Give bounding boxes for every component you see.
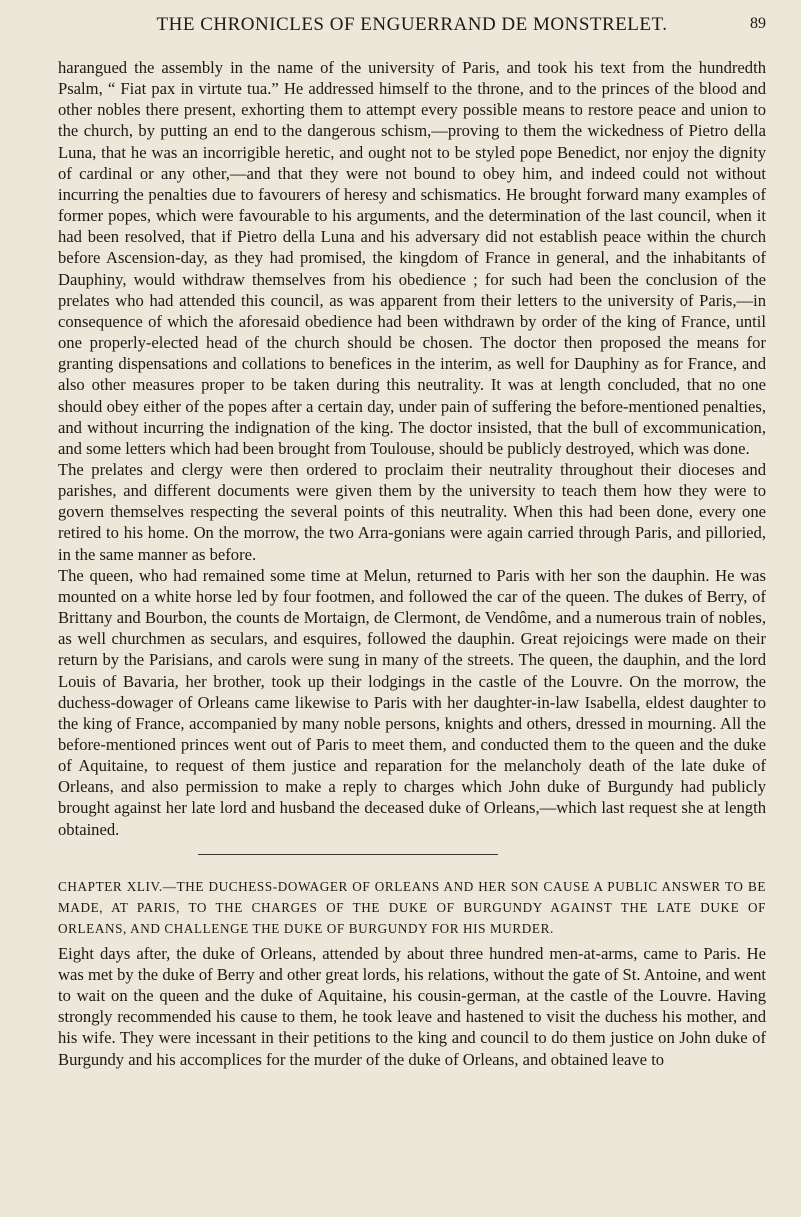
paragraph: The queen, who had remained some time at Melun, returned to Paris with her son the dauphin. He was mounted on a white horse led by four footmen, and followed the car of the queen. The dukes of Berry, of Brittany and Bourbon, the counts de Mortaign, de Clermont, de Vendôme, and a numerous train of nobles, as well churchmen as seculars, and esquires, followed the dauphin. Great rejoicings were made on their return by the Parisians, and carols were sung in many of the streets. The queen, the dauphin, and the lord Louis of Bavaria, her brother, took up their lodgings in the castle of the Louvre. On the morrow, the duchess-dowager of Orleans came likewise to Paris with her daughter-in-law Isabella, eldest daughter to the king of France, accompanied by many noble persons, knights and others, dressed in mourning. All the before-mentioned princes went out of Paris to meet them, and conducted them to the queen and the duke of Aquitaine, to request of them justice and reparation for the melancholy death of the late duke of Orleans, and also permission to make a reply to charges which John duke of Burgundy had publicly brought against her late lord and husband the deceased duke of Orleans,—which last request she at length obtained. [58,565,766,839]
page-number: 89 [750,15,766,32]
paragraph: Eight days after, the duke of Orleans, attended by about three hundred men-at-arms, came to Paris. He was met by the duke of Berry and other great lords, his relations, without the gate of St. Antoine, and went to wait on the queen and the duke of Aquitaine, his cousin-german, at the castle of the Louvre. Having strongly recommended his cause to them, he took leave and hastened to visit the duchess his mother, and his wife. They were incessant in their petitions to the king and council to do them justice on John duke of Burgundy and his accomplices for the murder of the duke of Orleans, and obtained leave to [58,943,766,1069]
book-page [58,14,766,1204]
paragraph: The prelates and clergy were then ordered to proclaim their neutrality throughout their dioceses and parishes, and different documents were given them by the university to teach them how they were to govern themselves respecting the several points of this neutrality. When this had been done, every one retired to his home. On the morrow, the two Arra-gonians were again carried through Paris, and pilloried, in the same manner as before. [58,459,766,564]
chapter-heading: CHAPTER XLIV.—THE DUCHESS-DOWAGER OF ORLEANS AND HER SON CAUSE A PUBLIC ANSWER TO BE MADE, AT PARIS, TO THE CHARGES OF THE DUKE OF BURGUNDY AGAINST THE LATE DUKE OF ORLEANS, AND CHALLENGE THE DUKE OF BURGUNDY FOR HIS MURDER. [58,878,766,936]
section-divider [58,844,766,866]
running-title: THE CHRONICLES OF ENGUERRAND DE MONSTRELET. [156,14,668,35]
running-head [58,14,766,44]
paragraph: harangued the assembly in the name of the university of Paris, and took his text from the hundredth Psalm, “ Fiat pax in virtute tua.” He addressed himself to the throne, and to the princes of the blood and other nobles there present, exhorting them to attempt every possible means to restore peace and union to the church, by putting an end to the dangerous schism,—proving to them the wickedness of Pietro della Luna, that he was an incorrigible heretic, and ought not to be styled pope Benedict, nor enjoy the dignity of cardinal or any other,—and that they were not bound to obey him, and indeed could not without incurring the penalties due to favourers of heresy and schismatics. He brought forward many examples of former popes, which were favourable to his arguments, and the determination of the last council, when it had been resolved, that if Pietro della Luna and his adversary did not establish peace within the church before Ascension-day, as they had promised, the kingdom of France in general, and the inhabitants of Dauphiny, would withdraw themselves from his obedience ; for such had been the conclusion of the prelates who had attended this council, as was apparent from their letters to the university of Paris,—in consequence of which the aforesaid obedience had been withdrawn by order of the king of France, until one properly-elected head of the church should be chosen. The doctor then proposed the means for granting dispensations and collations to benefices in the interim, as well for Dauphiny as for France, and also other measures proper to be taken during this neutrality. It was at length concluded, that no one should obey either of the popes after a certain day, under pain of suffering the before-mentioned penalties, and without incurring the indignation of the king. The doctor insisted, that the bull of excommunication, and some letters which had been brought from Toulouse, should be publicly destroyed, which was done. [58,58,766,458]
divider-rule [198,854,498,855]
chapter-body [58,943,766,1070]
body-text [58,57,766,840]
